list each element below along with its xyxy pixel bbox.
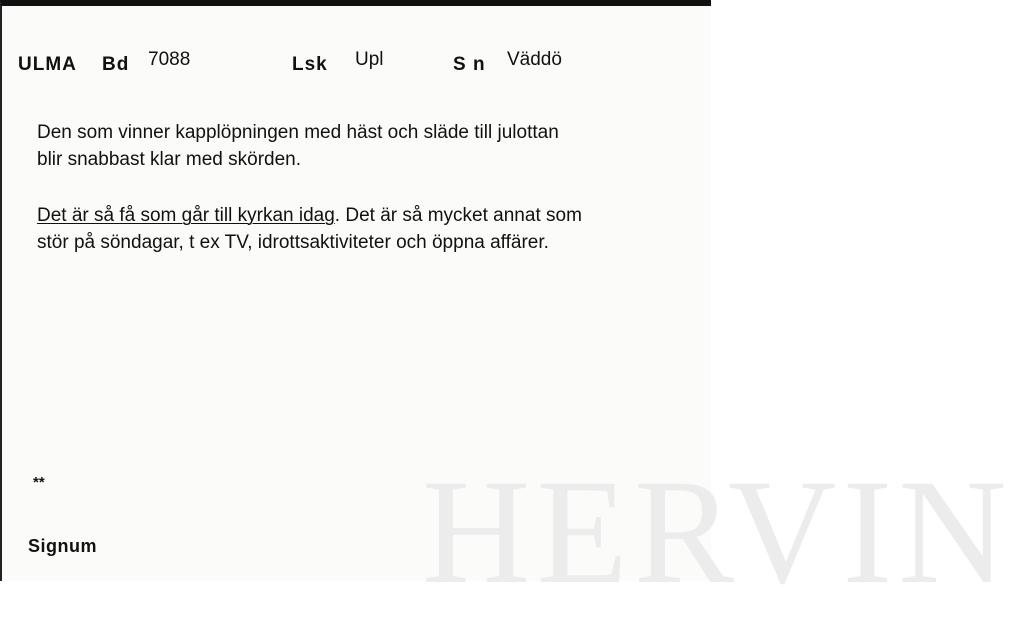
faint-background-lettering: HERVIN (422, 449, 1013, 615)
underlined-phrase: Det är så få som går till kyrkan idag (37, 205, 335, 226)
paragraph-2 (37, 202, 697, 256)
paragraph-1-line-2: blir snabbast klar med skörden. (37, 149, 302, 170)
lsk-label: Lsk (292, 54, 328, 75)
paragraph-2-line-1-rest: . Det är så mycket annat som (334, 205, 582, 226)
paragraph-1-line-1: Den som vinner kapplöpningen med häst och släde till julottan (37, 122, 559, 143)
sn-value: Väddö (507, 49, 562, 70)
bd-value: 7088 (148, 49, 191, 70)
archive-label: ULMA (18, 54, 77, 75)
lsk-value: Upl (355, 49, 384, 70)
card-header (18, 44, 698, 74)
signum-label: Signum (28, 536, 97, 556)
paragraph-2-line-2: stör på söndagar, t ex TV, idrottsaktiviteter och öppna affärer. (37, 232, 549, 253)
paragraph-2-line-1 (37, 202, 697, 229)
paragraph-1 (37, 119, 697, 173)
stars-marker: ** (33, 474, 45, 491)
sn-label: S n (453, 54, 486, 75)
bd-label: Bd (102, 54, 130, 75)
